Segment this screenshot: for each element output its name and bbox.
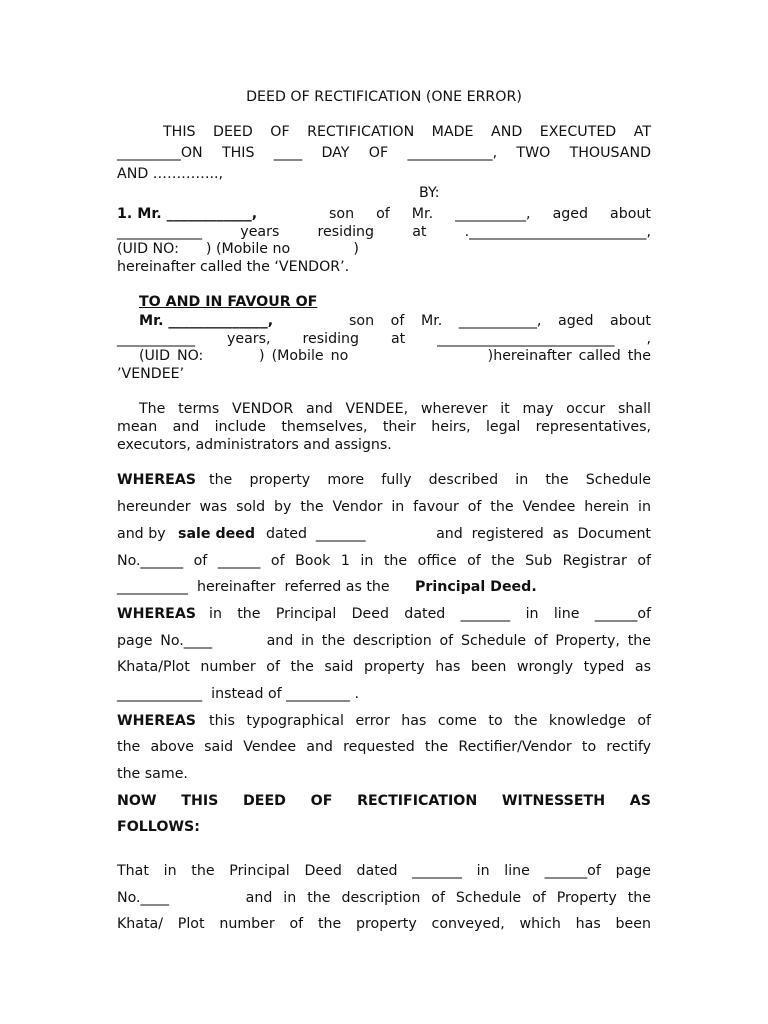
whereas-2-line-4: ____________ instead of _________ . — [117, 686, 360, 702]
whereas-1-line-3a: and by — [117, 526, 166, 542]
witness-line-2: FOLLOWS: — [117, 819, 200, 835]
terms-line-2: mean and include themselves, their heirs, legal representatives, — [117, 419, 651, 435]
vendor-line-2: ____________ years residing at ._________________________, — [117, 224, 651, 240]
terms-line-3: executors, administrators and assigns. — [117, 437, 392, 453]
whereas-3-line-1: this typographical error has come to the knowledge of — [209, 713, 651, 729]
vendor-line-4: hereinafter called the ‘VENDOR’. — [117, 259, 350, 275]
intro-line-1: THIS DEED OF RECTIFICATION MADE AND EXECUTED AT — [163, 124, 651, 140]
whereas-1-keyword: WHEREAS — [117, 472, 197, 488]
whereas-1-principal-deed: Principal Deed. — [415, 579, 537, 595]
vendee-line-2: ___________ years, residing at _________________________ , — [117, 331, 651, 347]
whereas-1-line-2: hereunder was sold by the Vendor in favour of the Vendee herein in — [117, 499, 651, 515]
final-line-3: Khata/ Plot number of the property conveyed, which has been — [117, 916, 651, 932]
intro-line-3: AND ………….., — [117, 166, 224, 182]
whereas-2-line-1: in the Principal Deed dated _______ in line ______of — [209, 606, 651, 622]
vendor-line-1: son of Mr. __________, aged about — [329, 206, 651, 222]
witness-line-1: NOW THIS DEED OF RECTIFICATION WITNESSETH AS — [117, 793, 651, 809]
whereas-3-line-3: the same. — [117, 766, 188, 782]
whereas-2-line-3: Khata/Plot number of the said property has been wrongly typed as — [117, 659, 651, 675]
vendee-line-3: (UID NO: ) (Mobile no )hereinafter called the — [139, 348, 651, 364]
whereas-1-line-5a: __________ hereinafter referred as the — [117, 579, 390, 595]
whereas-1-sale-deed: sale deed — [178, 526, 255, 542]
vendee-line-4: ’VENDEE’ — [117, 366, 185, 382]
whereas-1-line-4: No.______ of ______ of Book 1 in the office of the Sub Registrar of — [117, 553, 651, 569]
vendor-line-3: (UID NO: ) (Mobile no ) — [117, 241, 359, 257]
by-label: BY: — [419, 185, 440, 201]
whereas-1-line-1: the property more fully described in the Schedule — [209, 472, 651, 488]
document-title: DEED OF RECTIFICATION (ONE ERROR) — [246, 89, 522, 105]
final-line-2: No.____ and in the description of Schedule of Property the — [117, 890, 651, 906]
terms-line-1: The terms VENDOR and VENDEE, wherever it may occur shall — [139, 401, 651, 417]
whereas-1-line-3c: dated _______ and registered as Document — [266, 526, 651, 542]
vendee-mr: Mr. ______________, — [139, 313, 274, 329]
final-line-1: That in the Principal Deed dated _______ in line ______of page — [117, 863, 651, 879]
vendor-number: 1. Mr. ____________, — [117, 206, 258, 222]
favour-heading: TO AND IN FAVOUR OF — [139, 294, 318, 310]
vendee-line-1: son of Mr. ___________, aged about — [349, 313, 651, 329]
whereas-3-line-2: the above said Vendee and requested the Rectifier/Vendor to rectify — [117, 739, 651, 755]
whereas-2-keyword: WHEREAS — [117, 606, 197, 622]
whereas-2-line-2: page No.____ and in the description of Schedule of Property, the — [117, 633, 651, 649]
whereas-3-keyword: WHEREAS — [117, 713, 197, 729]
intro-line-2: _________ON THIS ____ DAY OF ____________, TWO THOUSAND — [117, 145, 651, 161]
